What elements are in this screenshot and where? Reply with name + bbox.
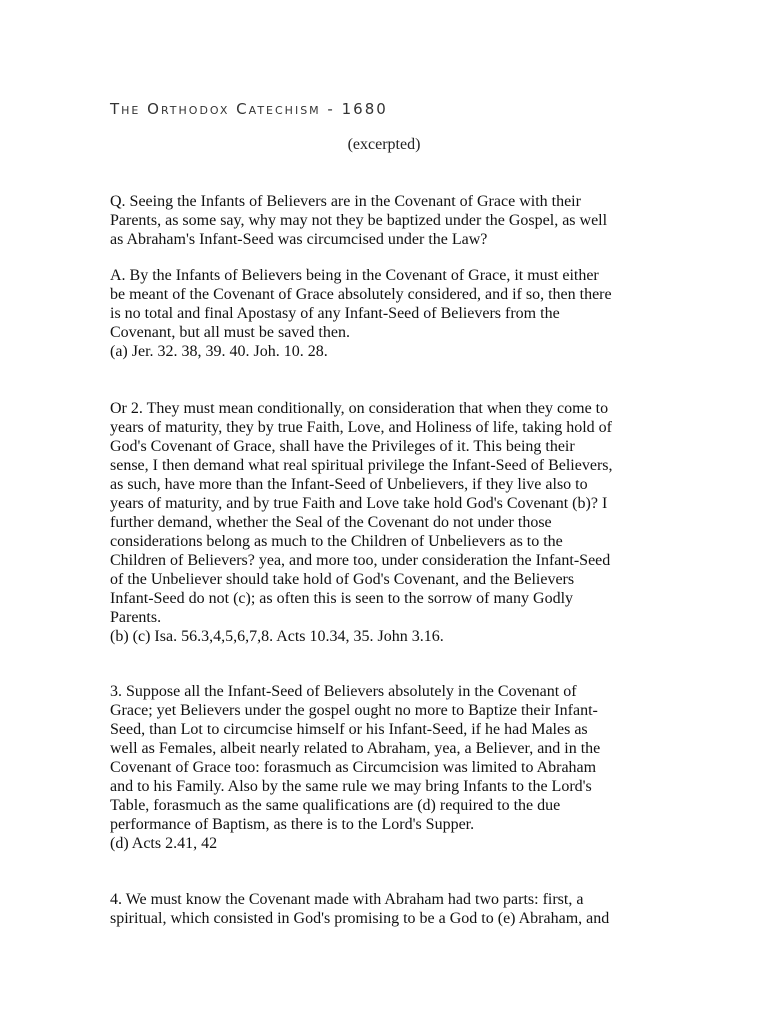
- text-line: Covenant of Grace too: forasmuch as Circumcision was limited to Abraham: [110, 759, 597, 776]
- point-2-paragraph: [110, 399, 670, 646]
- text-line: Or 2. They must mean conditionally, on consideration that when they come to: [110, 400, 609, 417]
- text-line: Table, forasmuch as the same qualifications are (d) required to the due: [110, 797, 561, 814]
- document-subtitle: (excerpted): [347, 136, 421, 153]
- text-line: Grace; yet Believers under the gospel ought no more to Baptize their Infant-: [110, 702, 598, 719]
- text-line: (a) Jer. 32. 38, 39. 40. Joh. 10. 28.: [110, 343, 328, 360]
- text-line: performance of Baptism, as there is to the Lord's Supper.: [110, 816, 475, 833]
- text-line: of the Unbeliever should take hold of God's Covenant, and the Believers: [110, 571, 575, 588]
- text-line: well as Females, albeit nearly related to Abraham, yea, a Believer, and in the: [110, 740, 601, 757]
- question-paragraph: [110, 192, 670, 249]
- text-line: Covenant, but all must be saved then.: [110, 324, 350, 341]
- text-line: and to his Family. Also by the same rule we may bring Infants to the Lord's: [110, 778, 592, 795]
- text-line: (d) Acts 2.41, 42: [110, 835, 218, 852]
- document-title: The Orthodox Catechism - 1680: [110, 100, 388, 118]
- text-line: years of maturity, they by true Faith, Love, and Holiness of life, taking hold of: [110, 419, 612, 436]
- text-line: be meant of the Covenant of Grace absolutely considered, and if so, then there: [110, 286, 612, 303]
- text-line: Infant-Seed do not (c); as often this is seen to the sorrow of many Godly: [110, 590, 574, 607]
- text-line: as such, have more than the Infant-Seed of Unbelievers, if they live also to: [110, 476, 588, 493]
- text-line: Q. Seeing the Infants of Believers are in the Covenant of Grace with their: [110, 193, 581, 210]
- text-line: Children of Believers? yea, and more too, under consideration the Infant-Seed: [110, 552, 611, 569]
- text-line: A. By the Infants of Believers being in the Covenant of Grace, it must either: [110, 267, 599, 284]
- text-line: considerations belong as much to the Children of Unbelievers as to the: [110, 533, 563, 550]
- text-line: is no total and final Apostasy of any Infant-Seed of Believers from the: [110, 305, 560, 322]
- text-line: (b) (c) Isa. 56.3,4,5,6,7,8. Acts 10.34, 35. John 3.16.: [110, 628, 444, 645]
- point-4-paragraph: [110, 890, 670, 928]
- text-line: Seed, than Lot to circumcise himself or his Infant-Seed, if he had Males as: [110, 721, 588, 738]
- answer-paragraph: [110, 266, 670, 361]
- text-line: Parents.: [110, 609, 162, 626]
- text-line: 3. Suppose all the Infant-Seed of Believers absolutely in the Covenant of: [110, 683, 577, 700]
- text-line: Parents, as some say, why may not they be baptized under the Gospel, as well: [110, 212, 608, 229]
- text-line: 4. We must know the Covenant made with Abraham had two parts: first, a: [110, 891, 584, 908]
- text-line: as Abraham's Infant-Seed was circumcised under the Law?: [110, 231, 488, 248]
- text-line: spiritual, which consisted in God's promising to be a God to (e) Abraham, and: [110, 910, 610, 927]
- text-line: further demand, whether the Seal of the Covenant do not under those: [110, 514, 552, 531]
- text-line: years of maturity, and by true Faith and Love take hold God's Covenant (b)? I: [110, 495, 608, 512]
- text-line: God's Covenant of Grace, shall have the Privileges of it. This being their: [110, 438, 575, 455]
- point-3-paragraph: [110, 682, 670, 853]
- text-line: sense, I then demand what real spiritual privilege the Infant-Seed of Believers,: [110, 457, 613, 474]
